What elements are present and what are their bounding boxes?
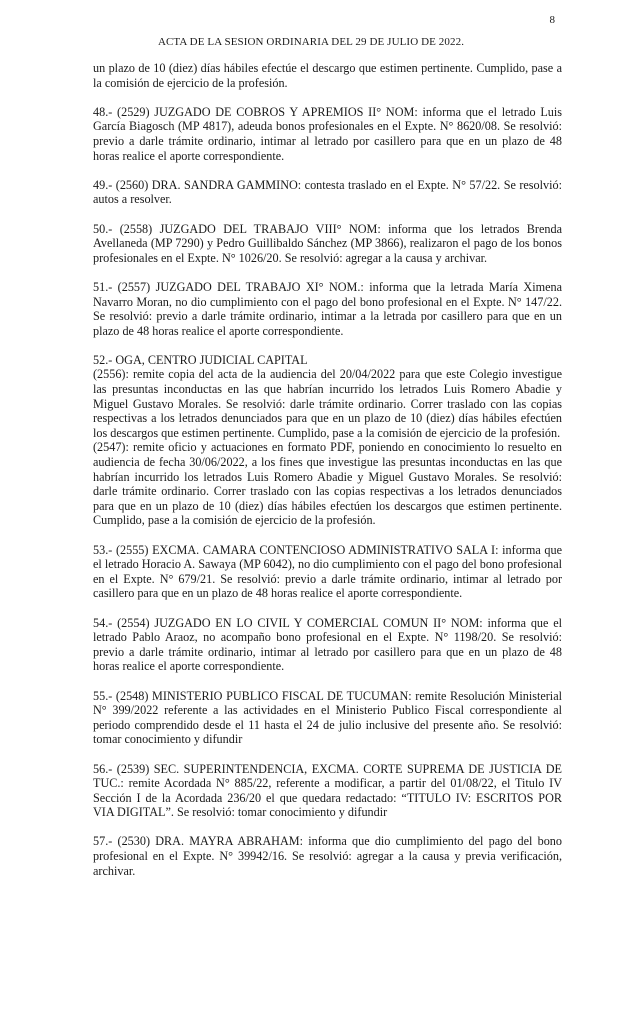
item-52-sub-2547: (2547): remite oficio y actuaciones en formato PDF, poniendo en conocimiento lo resuelto en audiencia de fecha 30/06/2022, a los fines que investigue las presuntas inconductas en las que habrían incurrido los letrados Luis Romero Abadie y Miguel Gustavo Morales. Se resolvió: darle trámite ordinario. Correr traslado con las copias respectivas a los letrados denunciados para que en un plazo de 10 (diez) días hábiles efectúen los descargos que estimen pertinente. Cumplido, pase a la comisión de ejercicio de la profesión.	[93, 440, 562, 528]
item-55: 55.- (2548) MINISTERIO PUBLICO FISCAL DE TUCUMAN: remite Resolución Ministerial N° 399/2022 referente a las actividades en el Ministerio Publico Fiscal correspondiente al periodo comprendido desde el 11 hasta el 24 de julio inclusive del presente año. Se resolvió: tomar conocimiento y difundir	[93, 688, 562, 747]
item-52-heading: 52.- OGA, CENTRO JUDICIAL CAPITAL	[93, 352, 308, 367]
item-51: 51.- (2557) JUZGADO DEL TRABAJO XI° NOM.: informa que la letrada María Ximena Navarro Moran, no dio cumplimiento con el pago del bono profesional en el Expte. N° 147/22. Se resolvió: previo a darle trámite ordinario, intimar a la letrada por casillero para que en un plazo de 48 horas realice el aporte correspondiente.	[93, 279, 562, 338]
item-53: 53.- (2555) EXCMA. CAMARA CONTENCIOSO ADMINISTRATIVO SALA I: informa que el letrado Horacio A. Sawaya (MP 6042), no dio cumplimiento con el pago del bono profesional en el Expte. N° 679/21. Se resolvió: previo a darle trámite ordinario, intimar al letrado por casillero para que en un plazo de 48 horas realice el aporte correspondiente.	[93, 542, 562, 601]
item-56: 56.- (2539) SEC. SUPERINTENDENCIA, EXCMA. CORTE SUPREMA DE JUSTICIA DE TUC.: remite Acordada N° 885/22, referente a modificar, a partir del 01/08/22, el Titulo IV Sección I de la Acordada 236/20 el que quedara redactado: “TITULO IV: ESCRITOS POR VIA DIGITAL”. Se resolvió: tomar conocimiento y difundir	[93, 761, 562, 820]
document-body	[93, 61, 562, 878]
item-50: 50.- (2558) JUZGADO DEL TRABAJO VIII° NOM: informa que los letrados Brenda Avellaneda (MP 7290) y Pedro Guillibaldo Sánchez (MP 3866), realizaron el pago de los bonos profesionales en el Expte. N° 1026/20. Se resolvió: agregar a la causa y archivar.	[93, 221, 562, 265]
item-49: 49.- (2560) DRA. SANDRA GAMMINO: contesta traslado en el Expte. N° 57/22. Se resolvió: autos a resolver.	[93, 177, 562, 207]
page-number: 8	[549, 14, 555, 26]
document-header: ACTA DE LA SESION ORDINARIA DEL 29 DE JULIO DE 2022.	[157, 36, 465, 48]
item-48: 48.- (2529) JUZGADO DE COBROS Y APREMIOS II° NOM: informa que el letrado Luis García Biagosch (MP 4817), adeuda bonos profesionales en el Expte. N° 8620/08. Se resolvió: previo a darle trámite ordinario, intimar al letrado por casillero para que en un plazo de 48 horas realice el aporte correspondiente.	[93, 104, 562, 163]
paragraph-continuation: un plazo de 10 (diez) días hábiles efectúe el descargo que estimen pertinente. Cumplido, pase a la comisión de ejercicio de la profesión.	[93, 61, 562, 90]
item-52-sub-2556: (2556): remite copia del acta de la audiencia del 20/04/2022 para que este Colegio investigue las presuntas inconductas en las que habrían incurrido los letrados Luis Romero Abadie y Miguel Gustavo Morales. Se resolvió: darle trámite ordinario. Correr traslado con las copias respectivas a los letrados denunciados para que en un plazo de 10 (diez) días hábiles efectúen los descargos que estimen pertinente. Cumplido, pase a la comisión de ejercicio de la profesión.	[93, 367, 562, 440]
item-57: 57.- (2530) DRA. MAYRA ABRAHAM: informa que dio cumplimiento del pago del bono profesional en el Expte. N° 39942/16. Se resolvió: agregar a la causa y previa verificación, archivar.	[93, 834, 562, 878]
item-54: 54.- (2554) JUZGADO EN LO CIVIL Y COMERCIAL COMUN II° NOM: informa que el letrado Pablo Araoz, no acompaño bono profesional en el Expte. N° 1198/20. Se resolvió: previo a darle trámite ordinario, intimar al letrado por casillero para que en un plazo de 48 horas realice el aporte correspondiente.	[93, 615, 562, 674]
